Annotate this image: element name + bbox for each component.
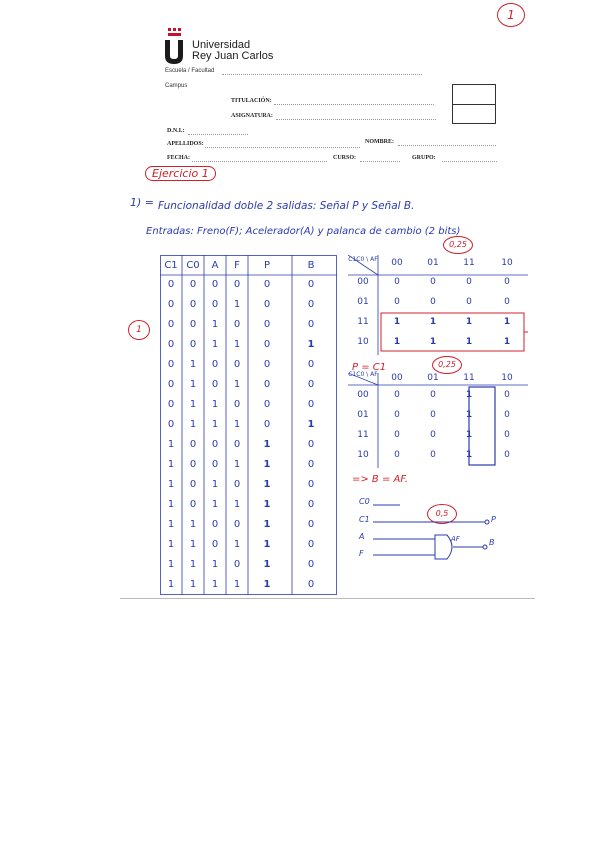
kmap-cell: 1 — [503, 317, 511, 327]
truth-table-cell: 1 — [233, 419, 241, 430]
university-name-line1: Universidad — [192, 39, 251, 51]
truth-table-header-cell: C1 — [164, 260, 178, 271]
truth-table-header-cell: B — [307, 260, 315, 271]
truth-table-cell: 0 — [263, 359, 271, 370]
kmap-cell: 1 — [503, 337, 511, 347]
truth-table-cell: 1 — [167, 459, 175, 470]
circuit-f-label: F — [359, 549, 364, 558]
truth-table-cell: 1 — [233, 499, 241, 510]
truth-table-cell: 0 — [307, 299, 315, 310]
university-logo — [162, 28, 186, 68]
truth-table-cell: 1 — [167, 579, 175, 590]
functionality-line: Funcionalidad doble 2 salidas: Señal P y Señal B. — [158, 200, 415, 212]
asignatura-label: ASIGNATURA: — [231, 113, 273, 119]
circuit-a-label: A — [359, 532, 365, 541]
side-mark — [128, 320, 150, 340]
kmap-row-label: 10 — [357, 450, 369, 460]
side-mark-text: 1 — [136, 325, 142, 335]
truth-table-cell: 1 — [189, 399, 197, 410]
truth-table-cell: 1 — [211, 579, 219, 590]
truth-table-cell: 1 — [263, 479, 271, 490]
kmap-cell: 1 — [465, 390, 473, 400]
truth-table-cell: 0 — [167, 379, 175, 390]
truth-table-cell: 0 — [307, 439, 315, 450]
score-mid — [432, 356, 462, 374]
circuit-c1-label: C1 — [359, 515, 370, 524]
grupo-label: GRUPO: — [412, 155, 436, 161]
kmap-cell: 1 — [393, 337, 401, 347]
truth-table-cell: 1 — [167, 519, 175, 530]
kmap-cell: 0 — [504, 277, 510, 287]
truth-table-cell: 0 — [167, 339, 175, 350]
score-mid-text: 0,25 — [438, 360, 456, 369]
page-number-circle — [497, 3, 525, 27]
truth-table-cell: 0 — [307, 519, 315, 530]
page-fold-line — [120, 598, 535, 599]
truth-table-cell: 0 — [189, 499, 197, 510]
truth-table-cell: 1 — [211, 399, 219, 410]
truth-table-cell: 0 — [211, 379, 219, 390]
truth-table-cell: 0 — [189, 439, 197, 450]
truth-table-cell: 0 — [211, 299, 219, 310]
truth-table-cell: 1 — [167, 479, 175, 490]
truth-table-cell: 0 — [263, 299, 271, 310]
truth-table-cell: 1 — [263, 519, 271, 530]
kmap-row-label: 11 — [357, 430, 369, 440]
truth-table-cell: 1 — [263, 499, 271, 510]
truth-table-cell: 0 — [233, 319, 241, 330]
nombre-label: NOMBRE: — [365, 139, 394, 145]
kmap-cell: 0 — [430, 297, 436, 307]
kmap-cell: 0 — [394, 410, 400, 420]
truth-table-cell: 0 — [307, 279, 315, 290]
truth-table-cell: 0 — [211, 459, 219, 470]
truth-table-cell: 0 — [167, 299, 175, 310]
truth-table-cell: 1 — [263, 459, 271, 470]
kmap-cell: 0 — [430, 450, 436, 460]
truth-table — [160, 255, 337, 595]
score-top — [443, 236, 473, 254]
truth-table-cell: 0 — [263, 279, 271, 290]
truth-table-cell: 0 — [307, 539, 315, 550]
truth-table-cell: 1 — [233, 539, 241, 550]
truth-table-cell: 1 — [189, 579, 197, 590]
circuit-gate-label: AF — [451, 535, 460, 543]
truth-table-cell: 0 — [211, 539, 219, 550]
kmap-column-label: 00 — [391, 258, 403, 268]
kmap-cell: 0 — [394, 450, 400, 460]
truth-table-cell: 0 — [189, 459, 197, 470]
truth-table-cell: 1 — [263, 539, 271, 550]
truth-table-cell: 1 — [307, 419, 315, 430]
score-top-text: 0,25 — [449, 240, 467, 249]
truth-table-header-cell: P — [263, 260, 271, 271]
truth-table-cell: 0 — [167, 399, 175, 410]
truth-table-cell: 1 — [263, 559, 271, 570]
crown-logo-icon — [162, 28, 186, 68]
truth-table-cell: 0 — [211, 439, 219, 450]
curso-dotted-line — [360, 161, 400, 162]
fecha-label: FECHA: — [167, 155, 190, 161]
nombre-dotted-line — [398, 145, 496, 146]
kmap-corner-label: C1C0 \ AF — [348, 371, 378, 378]
truth-table-cell: 0 — [233, 479, 241, 490]
kmap-cell: 0 — [504, 450, 510, 460]
truth-table-cell: 0 — [307, 319, 315, 330]
truth-table-cell: 1 — [167, 539, 175, 550]
truth-table-cell: 0 — [233, 399, 241, 410]
truth-table-cell: 0 — [211, 519, 219, 530]
truth-table-cell: 0 — [263, 339, 271, 350]
kmap-cell: 0 — [504, 430, 510, 440]
truth-table-cell: 1 — [189, 519, 197, 530]
truth-table-cell: 1 — [307, 339, 315, 350]
truth-table-cell: 1 — [233, 299, 241, 310]
kmap-cell: 1 — [465, 430, 473, 440]
campus-label: Campus — [165, 83, 188, 89]
grade-box — [452, 84, 496, 124]
truth-table-cell: 0 — [167, 279, 175, 290]
truth-table-cell: 0 — [307, 459, 315, 470]
kmap-b-result: => B = AF. — [352, 474, 409, 485]
truth-table-cell: 0 — [263, 419, 271, 430]
truth-table-cell: 0 — [307, 479, 315, 490]
truth-table-cell: 0 — [307, 499, 315, 510]
truth-table-header-cell: A — [211, 260, 219, 271]
truth-table-cell: 0 — [263, 399, 271, 410]
inputs-line: Entradas: Freno(F); Acelerador(A) y palanca de cambio (2 bits) — [146, 226, 461, 237]
truth-table-cell: 1 — [263, 439, 271, 450]
truth-table-cell: 1 — [263, 579, 271, 590]
truth-table-cell: 1 — [189, 539, 197, 550]
truth-table-cell: 0 — [263, 319, 271, 330]
truth-table-cell: 0 — [307, 559, 315, 570]
asignatura-dotted-line — [276, 119, 436, 120]
kmap-corner-label: C1C0 \ AF — [348, 256, 378, 263]
kmap-column-label: 10 — [501, 373, 513, 383]
kmap-column-label: 01 — [427, 258, 439, 268]
truth-table-cell: 0 — [189, 279, 197, 290]
kmap-cell: 0 — [394, 277, 400, 287]
truth-table-cell: 1 — [211, 499, 219, 510]
kmap-b — [348, 373, 528, 468]
curso-label: CURSO: — [333, 155, 357, 161]
truth-table-cell: 1 — [189, 419, 197, 430]
truth-table-cell: 0 — [189, 339, 197, 350]
kmap-cell: 0 — [430, 390, 436, 400]
dni-label: D.N.I.: — [167, 128, 185, 134]
page-number: 1 — [507, 8, 515, 22]
truth-table-cell: 0 — [211, 359, 219, 370]
grade-box-divider — [453, 104, 495, 105]
truth-table-cell: 0 — [167, 419, 175, 430]
truth-table-cell: 0 — [307, 359, 315, 370]
score-low-text: 0,5 — [435, 509, 449, 518]
kmap-cell: 1 — [465, 410, 473, 420]
titulacion-dotted-line — [274, 104, 434, 105]
truth-table-cell: 0 — [167, 319, 175, 330]
apellidos-label: APELLIDOS: — [167, 141, 204, 147]
escuela-label: Escuela / Facultad — [165, 68, 215, 74]
kmap-cell: 0 — [466, 297, 472, 307]
truth-table-header-cell: C0 — [186, 260, 200, 271]
kmap-column-label: 00 — [391, 373, 403, 383]
truth-table-cell: 0 — [189, 299, 197, 310]
truth-table-cell: 0 — [189, 479, 197, 490]
truth-table-cell: 1 — [211, 339, 219, 350]
circuit-b-output-label: B — [489, 538, 495, 547]
university-name-line2: Rey Juan Carlos — [192, 50, 274, 62]
kmap-cell: 1 — [429, 317, 437, 327]
truth-table-cell: 1 — [233, 379, 241, 390]
circuit-wires — [355, 495, 505, 565]
kmap-row-label: 10 — [357, 337, 369, 347]
truth-table-cell: 1 — [211, 419, 219, 430]
truth-table-cell: 1 — [211, 559, 219, 570]
kmap-cell: 0 — [430, 277, 436, 287]
kmap-cell: 0 — [504, 390, 510, 400]
kmap-cell: 1 — [465, 337, 473, 347]
truth-table-cell: 1 — [233, 459, 241, 470]
truth-table-cell: 0 — [307, 399, 315, 410]
kmap-cell: 1 — [393, 317, 401, 327]
truth-table-cell: 1 — [233, 579, 241, 590]
titulacion-label: TITULACIÓN: — [231, 98, 272, 104]
kmap-cell: 1 — [465, 450, 473, 460]
kmap-cell: 0 — [430, 430, 436, 440]
kmap-cell: 1 — [429, 337, 437, 347]
kmap-cell: 0 — [394, 297, 400, 307]
kmap-cell: 0 — [394, 430, 400, 440]
item-number: 1) = — [130, 196, 155, 209]
truth-table-cell: 0 — [233, 279, 241, 290]
truth-table-header-cell: F — [234, 260, 240, 271]
truth-table-cell: 0 — [263, 379, 271, 390]
truth-table-cell: 0 — [307, 579, 315, 590]
apellidos-dotted-line — [205, 147, 360, 148]
exercise-title-text: Ejercicio 1 — [152, 167, 209, 180]
kmap-cell: 0 — [466, 277, 472, 287]
kmap-cell: 0 — [504, 297, 510, 307]
truth-table-cell: 0 — [233, 359, 241, 370]
circuit-diagram — [355, 495, 505, 565]
truth-table-cell: 0 — [233, 439, 241, 450]
kmap-column-label: 01 — [427, 373, 439, 383]
kmap-row-label: 00 — [357, 390, 369, 400]
truth-table-cell: 0 — [233, 519, 241, 530]
kmap-cell: 0 — [430, 410, 436, 420]
truth-table-cell: 1 — [167, 439, 175, 450]
escuela-dotted-line — [222, 74, 422, 75]
truth-table-cell: 0 — [233, 559, 241, 570]
truth-table-cell: 1 — [167, 499, 175, 510]
kmap-cell: 0 — [504, 410, 510, 420]
kmap-column-label: 11 — [463, 258, 475, 268]
exercise-title — [145, 166, 216, 181]
truth-table-cell: 1 — [233, 339, 241, 350]
truth-table-cell: 1 — [167, 559, 175, 570]
truth-table-cell: 0 — [167, 359, 175, 370]
truth-table-cell: 1 — [189, 359, 197, 370]
kmap-cell: 0 — [394, 390, 400, 400]
truth-table-cell: 1 — [189, 559, 197, 570]
dni-dotted-line — [188, 134, 248, 135]
kmap-column-label: 11 — [463, 373, 475, 383]
kmap-row-label: 11 — [357, 317, 369, 327]
truth-table-cell: 1 — [211, 319, 219, 330]
truth-table-cell: 0 — [307, 379, 315, 390]
kmap-cell: 1 — [465, 317, 473, 327]
kmap-column-label: 10 — [501, 258, 513, 268]
kmap-p-result: P = C1 — [352, 362, 387, 373]
circuit-p-output-label: P — [491, 515, 496, 524]
grupo-dotted-line — [442, 161, 497, 162]
kmap-p — [348, 255, 528, 355]
truth-table-cell: 1 — [189, 379, 197, 390]
truth-table-cell: 1 — [211, 479, 219, 490]
truth-table-cell: 0 — [189, 319, 197, 330]
fecha-dotted-line — [192, 161, 327, 162]
circuit-c0-label: C0 — [359, 497, 370, 506]
truth-table-cell: 0 — [211, 279, 219, 290]
kmap-row-label: 01 — [357, 410, 369, 420]
kmap-row-label: 00 — [357, 277, 369, 287]
kmap-row-label: 01 — [357, 297, 369, 307]
